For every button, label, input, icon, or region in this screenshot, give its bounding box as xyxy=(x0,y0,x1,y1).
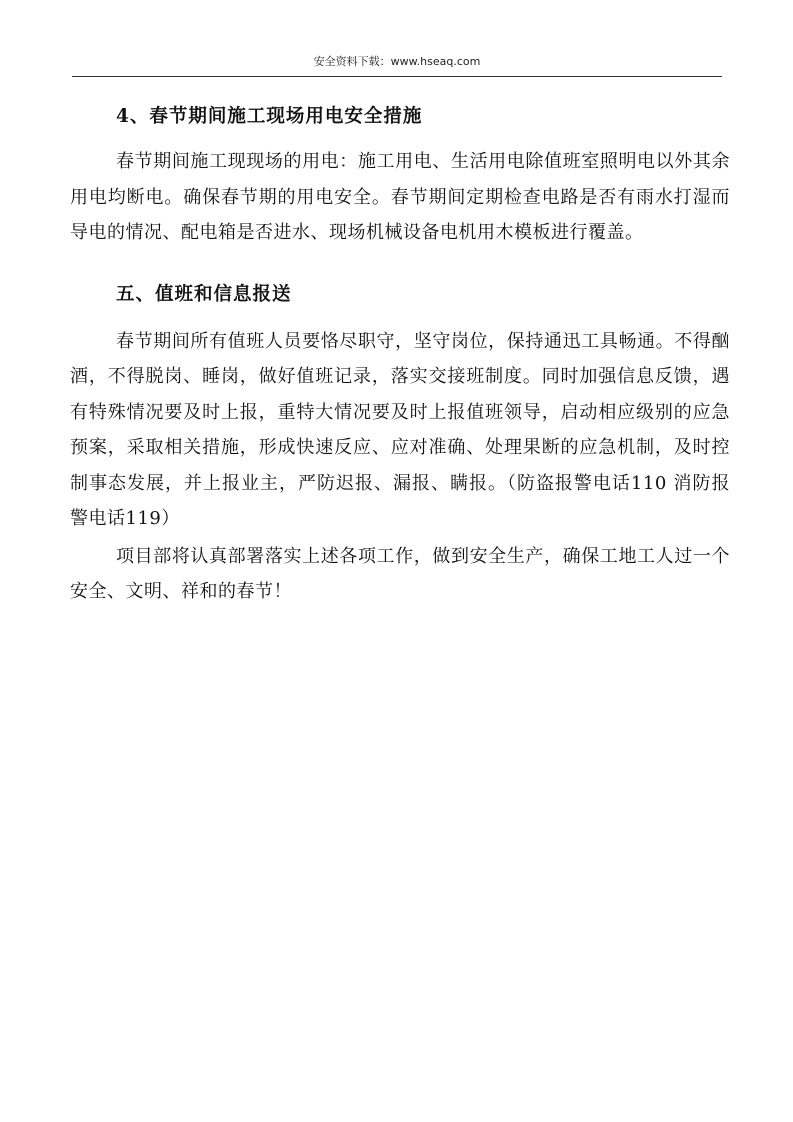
paragraph-closing: 项目部将认真部署落实上述各项工作，做到安全生产，确保工地工人过一个安全、文明、祥和的春节！ xyxy=(70,545,730,602)
paragraph-electricity-safety: 春节期间施工现现场的用电：施工用电、生活用电除值班室照明电以外其余用电均断电。确保春节期的用电安全。春节期间定期检查电路是否有雨水打湿而导电的情况、配电箱是否进水、现场机械设备电机用木模板进行覆盖。 xyxy=(70,151,730,243)
header-text: 安全资料下载：www.hseaq.com xyxy=(313,55,481,68)
paragraph-duty-reporting: 春节期间所有值班人员要恪尽职守，坚守岗位，保持通迅工具畅通。不得酗酒，不得脱岗、睡岗，做好值班记录，落实交接班制度。同时加强信息反馈，遇有特殊情况要及时上报，重特大情况要及时上报值班领导，启动相应级别的应急预案，采取相关措施，形成快速反应、应对准确、处理果断的应急机制，及时控制事态发展，并上报业主，严防迟报、漏报、瞒报。（防盗报警电话110 消防报警电话119） xyxy=(70,330,730,529)
section-heading-duty-reporting: 五、值班和信息报送 xyxy=(116,283,292,305)
document-body xyxy=(70,100,730,610)
section-heading-electricity-safety: 4、春节期间施工现场用电安全措施 xyxy=(116,106,423,127)
page-header xyxy=(72,52,722,77)
